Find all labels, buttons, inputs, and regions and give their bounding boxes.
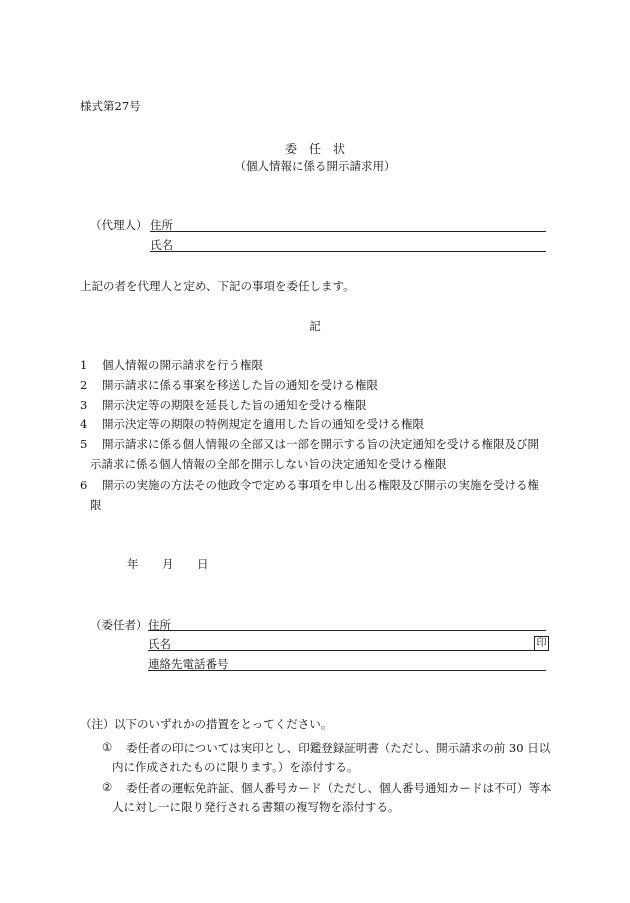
document-subtitle: （個人情報に係る開示請求用） [234,159,396,173]
date-day-label: 日 [197,557,209,571]
agent-address-field[interactable] [150,231,546,232]
note-mark: ① [102,740,113,754]
agent-address-label: 住所 [150,218,173,232]
notes-label: （注） [80,717,115,731]
note-text-continuation: 内に作成されたものに限ります。）を添付する。 [112,760,359,774]
list-item-continuation: 示請求に係る個人情報の全部を開示しない旨の決定通知を受ける権限 [90,457,447,471]
principal-phone-label: 連絡先電話番号 [148,657,229,671]
list-item: 4 開示決定等の期限の特例規定を適用した旨の通知を受ける権限 [80,417,424,431]
note-mark: ② [102,780,113,794]
list-item: 1 個人情報の開示請求を行う権限 [80,358,263,372]
note-text-continuation: 人に対し一に限り発行される書類の複写物を添付する。 [112,800,400,814]
principal-label: （委任者） [90,618,148,632]
notes-intro: 以下のいずれかの措置をとってください。 [114,717,333,731]
list-item-continuation: 限 [90,498,102,512]
principal-address-field[interactable] [148,630,546,631]
list-item: 5 開示請求に係る個人情報の全部又は一部を開示する旨の決定通知を受ける権限及び開 [80,437,539,451]
delegation-statement: 上記の者を代理人と定め、下記の事項を委任します。 [80,279,355,293]
seal-mark: 印 [534,636,549,651]
principal-address-label: 住所 [148,618,171,632]
note-text: 委任者の運転免許証、個人番号カード（ただし、個人番号通知カードは不可）等本 [126,781,552,795]
note-text: 委任者の印については実印とし、印鑑登録証明書（ただし、開示請求の前 30 日以 [126,741,551,755]
principal-phone-field[interactable] [148,670,546,671]
principal-name-field[interactable] [148,650,546,651]
list-item: 6 開示の実施の方法その他政令で定める事項を申し出る権限及び開示の実施を受ける権 [80,478,539,492]
ki-heading: 記 [309,319,321,333]
form-number: 様式第27号 [80,99,141,113]
date-year-label: 年 [127,557,139,571]
document-title: 委 任 状 [284,142,345,156]
list-item: 2 開示請求に係る事案を移送した旨の通知を受ける権限 [80,378,378,392]
agent-label: （代理人） [90,218,148,232]
agent-name-field[interactable] [150,251,546,252]
list-item: 3 開示決定等の期限を延長した旨の通知を受ける権限 [80,398,367,412]
principal-name-label: 氏名 [148,637,171,651]
date-month-label: 月 [162,557,174,571]
agent-name-label: 氏名 [150,238,173,252]
